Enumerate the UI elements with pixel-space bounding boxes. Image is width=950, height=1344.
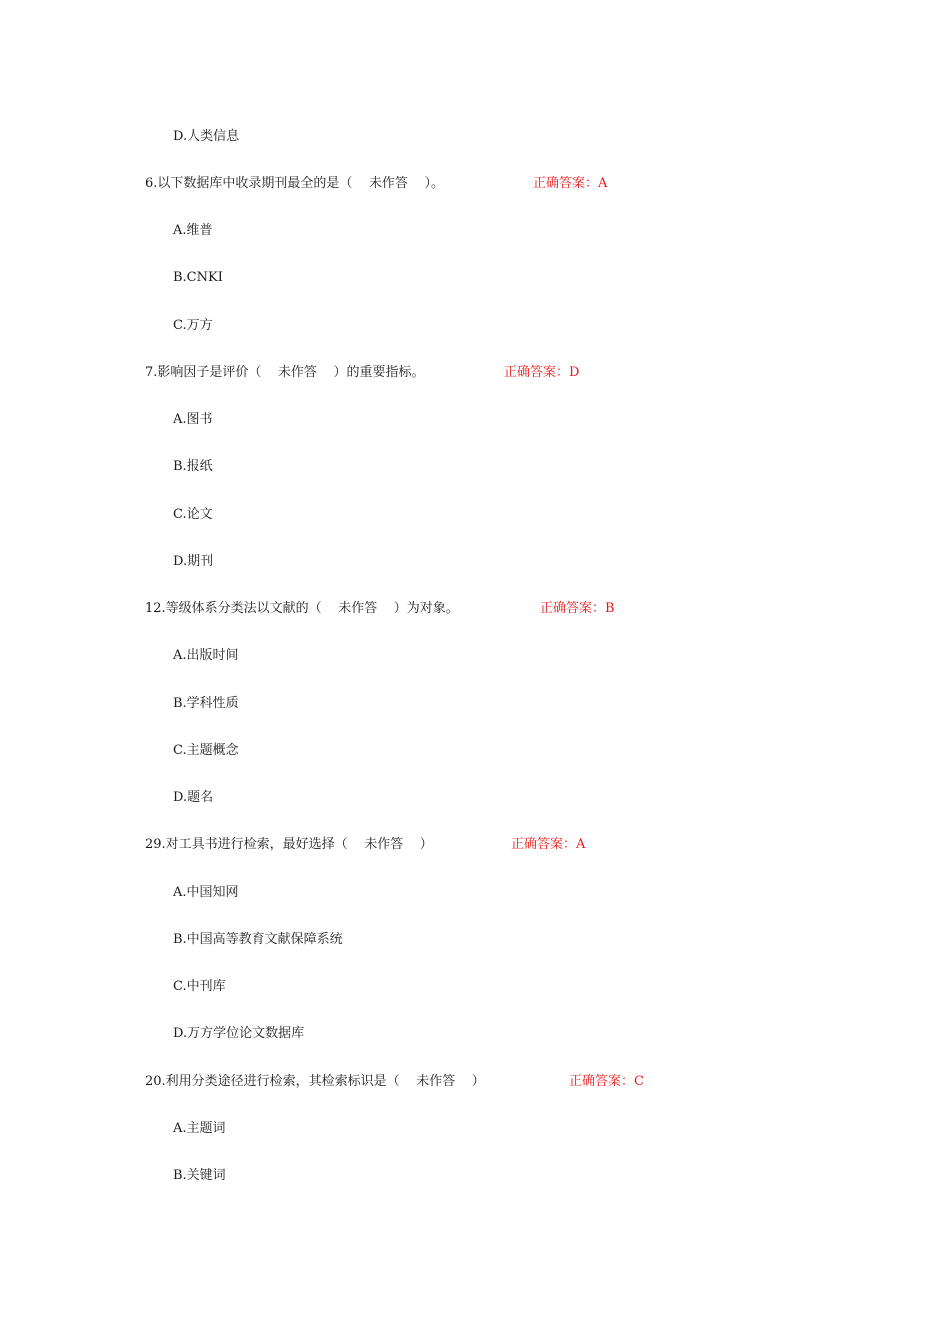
option-text: A.维普 [173,223,213,238]
option-text: B.学科性质 [173,696,239,711]
question-text: 29.对工具书进行检索，最好选择（ 未作答 ） [145,837,433,852]
correct-answer: 正确答案：A [511,837,586,852]
correct-answer: 正确答案：B [540,601,615,616]
option-text: A.中国知网 [173,885,239,900]
option-text: A.出版时间 [173,648,239,663]
option-text: B.关键词 [173,1168,226,1183]
option-text: A.主题词 [173,1121,226,1136]
question-text: 6.以下数据库中收录期刊最全的是（ 未作答 ）。 [145,176,444,191]
option-text: B.中国高等教育文献保障系统 [173,932,343,947]
option-text: D.人类信息 [173,129,240,144]
option-text: B.CNKI [173,270,223,285]
option-text: C.万方 [173,318,213,333]
option-text: D.万方学位论文数据库 [173,1026,305,1041]
correct-answer: 正确答案：A [533,176,608,191]
question-text: 12.等级体系分类法以文献的（ 未作答 ）为对象。 [145,601,459,616]
option-text: B.报纸 [173,459,213,474]
option-text: C.主题概念 [173,743,239,758]
option-text: D.题名 [173,790,214,805]
question-text: 7.影响因子是评价（ 未作答 ）的重要指标。 [145,365,425,380]
correct-answer: 正确答案：D [504,365,580,380]
correct-answer: 正确答案：C [569,1074,644,1089]
question-text: 20.利用分类途径进行检索，其检索标识是（ 未作答 ） [145,1074,485,1089]
option-text: D.期刊 [173,554,214,569]
option-text: A.图书 [173,412,213,427]
option-text: C.中刊库 [173,979,226,994]
option-text: C.论文 [173,507,213,522]
